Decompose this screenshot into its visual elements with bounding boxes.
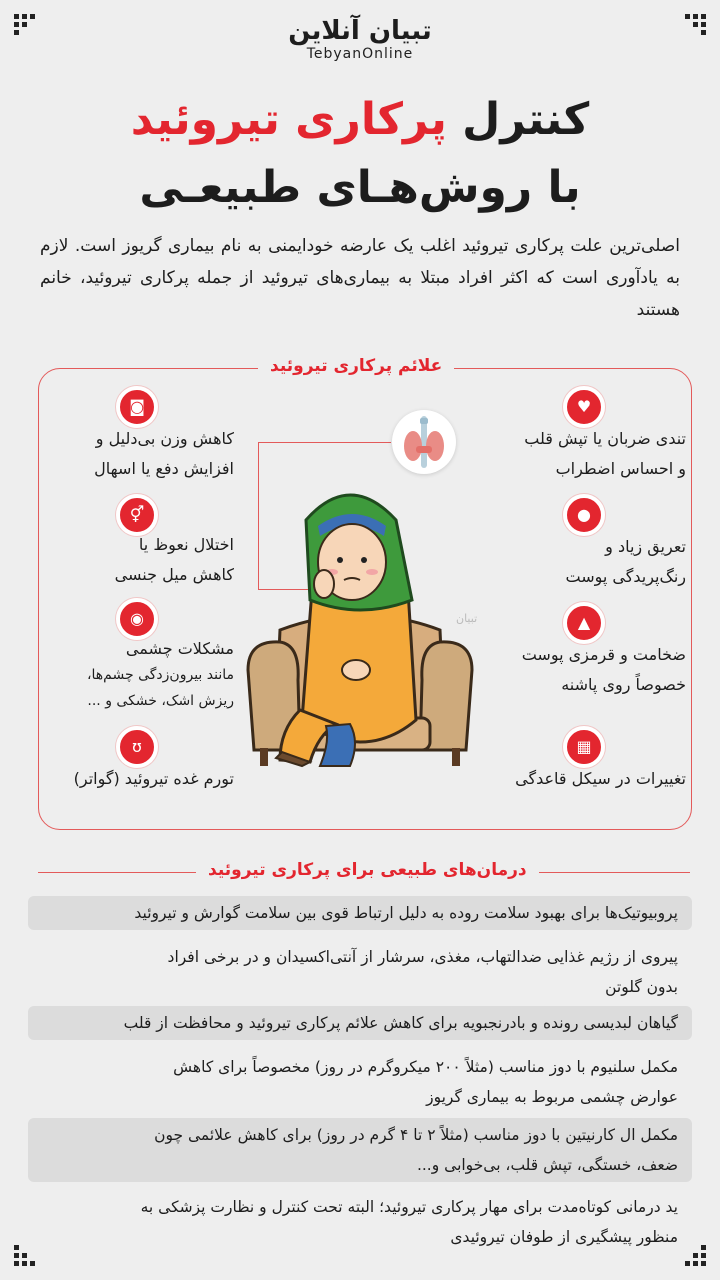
thyroid-gland-icon: ʊ (116, 726, 158, 768)
brand-name-persian: تبیان آنلاین (288, 16, 432, 46)
intro-paragraph: اصلی‌ترین علت پرکاری تیروئید اغلب یک عارضه خودایمنی به نام بیماری گریوز است. لازم به یادآوری است که اکثر افراد مبتلا به بیماری‌های تیروئید از جمله پرکاری تیروئید، خانم هستند (40, 236, 680, 320)
treatment-item-1: پروبیوتیک‌ها برای بهبود سلامت روده به دلیل ارتباط قوی بین سلامت گوارش و تیروئید (28, 896, 692, 930)
treatment-item-2: پیروی از رژیم غذایی ضدالتهاب، مغذی، سرشار از آنتی‌اکسیدان و در برخی افراد بدون گلوتن (167, 948, 678, 996)
calendar-icon: ▦ (563, 726, 605, 768)
symptom-left-3: مشکلات چشمی مانند بیرون‌زدگی چشم‌ها، ریزش اشک، خشکی و ... (87, 639, 234, 709)
weight-scale-icon: ◙ (116, 386, 158, 428)
page-title-line2: با روش‌هـای طبیعـی (139, 162, 581, 213)
brand-name-english: TebyanOnline (306, 46, 414, 62)
symptom-right-1: تندی ضربان یا تپش قلب و احساس اضطراب (524, 429, 686, 478)
title-red-part: پرکاری تیروئید (130, 94, 447, 145)
foot-icon: ▲ (563, 602, 605, 644)
treatments-title: درمان‌های طبیعی برای پرکاری تیروئید (196, 860, 539, 880)
symptom-left-1: کاهش وزن بی‌دلیل و افزایش دفع یا اسهال (94, 429, 234, 478)
thyroid-illustration (392, 410, 456, 474)
page-title-line1 (0, 92, 720, 148)
treatment-item-3: گیاهان لبدیسی رونده و بادرنجبویه برای کاهش علائم پرکاری تیروئید و محافظت از قلب (28, 1006, 692, 1040)
treatment-item-6: ید درمانی کوتاه‌مدت برای مهار پرکاری تیروئید؛ البته تحت کنترل و نظارت پزشکی به منظور پیشگیری از طوفان تیروئیدی (140, 1198, 678, 1246)
heartbeat-icon: ♥ (563, 386, 605, 428)
eye-icon: ◉ (116, 598, 158, 640)
symptom-right-4: تغییرات در سیکل قاعدگی (515, 769, 686, 788)
watermark: تبیان (456, 612, 478, 625)
symptom-left-4: تورم غده تیروئید (گواتر) (73, 769, 234, 788)
title-black-part: کنترل (462, 94, 590, 145)
treatment-item-5: مکمل ال کارنیتین با دوز مناسب (مثلاً ۲ تا ۴ گرم در روز) برای کاهش علائمی چون ضعف، خستگی، تپش قلب، بی‌خوابی و... (28, 1118, 692, 1182)
treatment-item-4: مکمل سلنیوم با دوز مناسب (مثلاً ۲۰۰ میکروگرم در روز) مخصوصاً برای کاهش عوارض چشمی مربوط به بیماری گریوز (173, 1058, 678, 1106)
brand-logo (0, 16, 720, 62)
symptom-right-2: تعریق زیاد و رنگ‌پریدگی پوست (565, 537, 686, 586)
symptom-left-2: اختلال نعوظ یا کاهش میل جنسی (114, 535, 234, 584)
thyroid-gland-image (392, 410, 456, 474)
symptoms-title: علائم پرکاری تیروئید (258, 356, 454, 376)
symptom-right-3: ضخامت و قرمزی پوست خصوصاً روی پاشنه (521, 645, 686, 694)
gender-icon: ⚥ (116, 494, 158, 536)
woman-in-armchair-illustration (240, 480, 480, 780)
sweat-head-icon: ● (563, 494, 605, 536)
